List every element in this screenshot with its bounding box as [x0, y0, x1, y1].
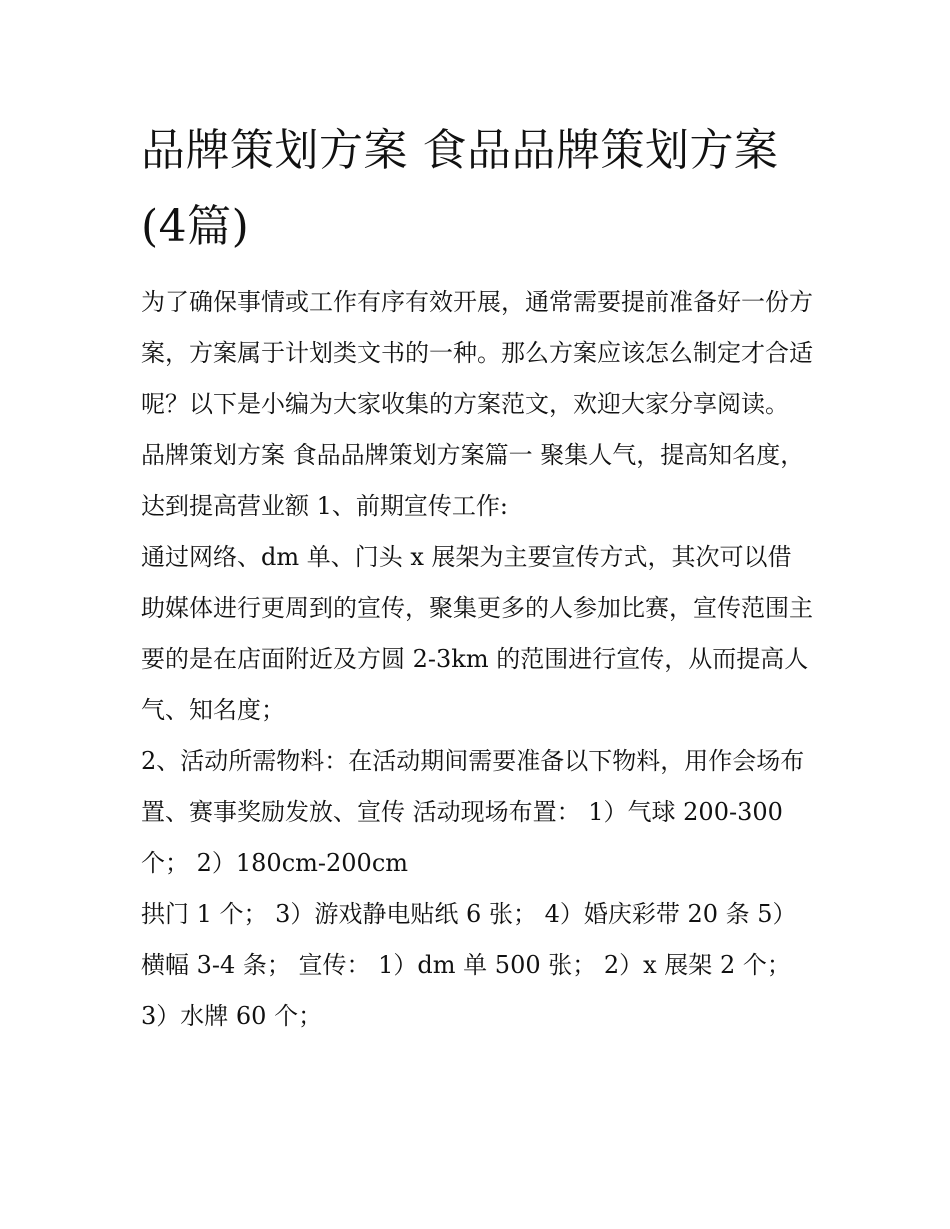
document-title: 品牌策划方案 食品品牌策划方案(4篇) [141, 125, 779, 252]
paragraph-promotion: 通过网络、dm 单、门头 x 展架为主要宣传方式，其次可以借助媒体进行更周到的宣传，聚集更多的人参加比赛，宣传范围主要的是在店面附近及方圆 2-3km 的范围进行宣传，从而提高人气、知名度； [141, 543, 813, 724]
paragraph-materials: 2、活动所需物料：在活动期间需要准备以下物料，用作会场布置、赛事奖励发放、宣传 活动现场布置： 1）气球 200-300 个； 2）180cm-200cm [141, 747, 805, 877]
document-body [141, 113, 813, 1042]
paragraph-intro: 为了确保事情或工作有序有效开展，通常需要提前准备好一份方案，方案属于计划类文书的一种。那么方案应该怎么制定才合适呢？以下是小编为大家收集的方案范文，欢迎大家分享阅读。 [141, 288, 813, 418]
paragraph-section-one: 品牌策划方案 食品品牌策划方案篇一 聚集人气，提高知名度，达到提高营业额 1、前期宣传工作: [141, 441, 805, 520]
paragraph-materials-list: 拱门 1 个； 3）游戏静电贴纸 6 张； 4）婚庆彩带 20 条 5）横幅 3-4 条； 宣传： 1）dm 单 500 张； 2）x 展架 2 个； 3）水牌 60 个； [141, 900, 797, 1030]
